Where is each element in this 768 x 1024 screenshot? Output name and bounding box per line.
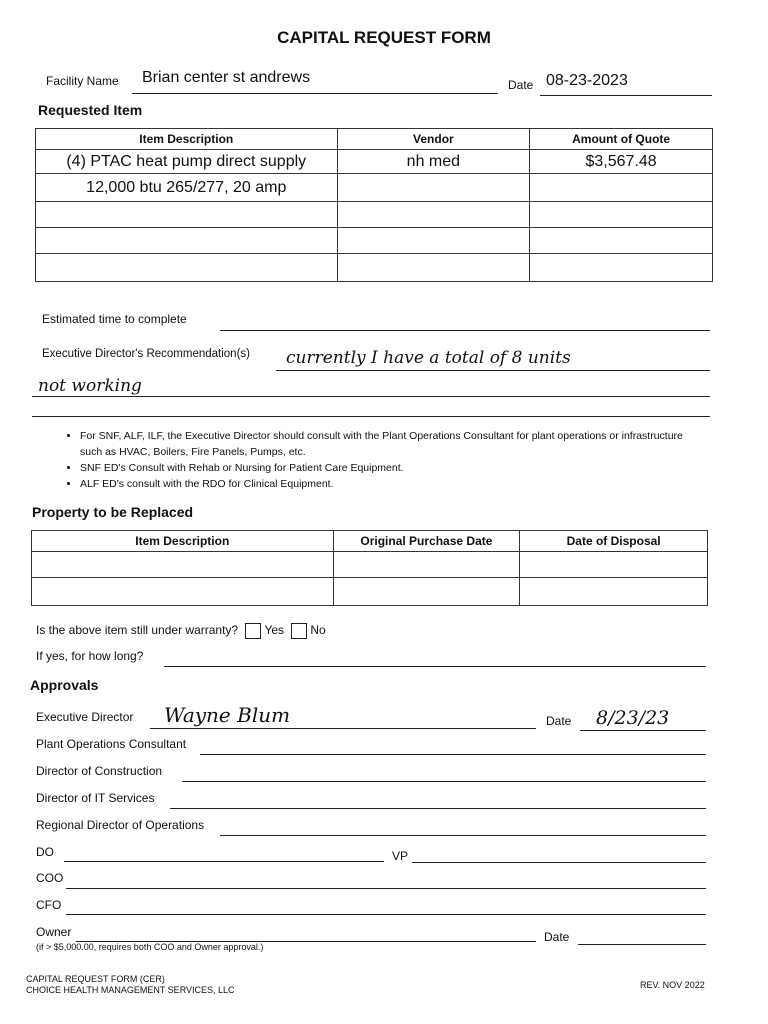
rdo-label: Regional Director of Operations [36, 818, 205, 832]
do-label: DO [36, 845, 54, 859]
cfo-label: CFO [36, 898, 62, 912]
plant-ops-label: Plant Operations Consultant [36, 737, 187, 751]
item-description-cell[interactable] [36, 202, 338, 228]
footer-form-name: CAPITAL REQUEST FORM (CER) [26, 974, 165, 984]
executive-director-label: Executive Director [36, 710, 134, 724]
replaced-description-cell[interactable] [32, 552, 334, 578]
amount-cell[interactable]: $3,567.48 [530, 150, 713, 174]
do-line[interactable] [64, 861, 384, 862]
header-item-description: Item Description [36, 129, 338, 150]
bullet-item: • For SNF, ALF, ILF, the Executive Director should consult with the Plant Operations Consultant for plant operations or infrastructure such as HVAC, Boilers, Fire Panels, Pumps, etc. [80, 428, 700, 460]
table-header-row [36, 129, 713, 150]
table-row [36, 150, 713, 174]
requested-item-heading: Requested Item [38, 102, 143, 118]
property-replaced-heading: Property to be Replaced [32, 504, 194, 520]
date-value[interactable]: 08-23-2023 [546, 72, 628, 89]
header-vendor: Vendor [337, 129, 530, 150]
recommendation-label: Executive Director's Recommendation(s) [42, 348, 250, 360]
purchase-date-cell[interactable] [333, 578, 520, 606]
disposal-date-cell[interactable] [520, 552, 708, 578]
it-services-label: Director of IT Services [36, 791, 155, 805]
recommendation-line2[interactable]: not working [38, 376, 142, 396]
bullet-item: • SNF ED's Consult with Rehab or Nursing for Patient Care Equipment. [80, 460, 700, 476]
amount-cell[interactable] [530, 254, 713, 282]
warranty-how-long-label: If yes, for how long? [36, 649, 144, 663]
owner-line[interactable] [76, 941, 536, 942]
header-date-of-disposal: Date of Disposal [520, 531, 708, 552]
warranty-no-label: No [310, 623, 326, 638]
owner-date-line[interactable] [578, 944, 706, 945]
amount-cell[interactable] [530, 174, 713, 202]
header-item-description: Item Description [32, 531, 334, 552]
facility-name-line [132, 93, 498, 94]
item-description-cell[interactable] [36, 254, 338, 282]
warranty-yes-label: Yes [264, 623, 285, 638]
vendor-cell[interactable] [337, 174, 530, 202]
recommendation-line-2 [32, 396, 710, 397]
warranty-how-long-line[interactable] [164, 666, 706, 667]
executive-director-date-value[interactable]: 8/23/23 [596, 707, 670, 729]
warranty-no-checkbox[interactable] [291, 623, 307, 639]
vendor-cell[interactable]: nh med [337, 150, 530, 174]
construction-label: Director of Construction [36, 764, 163, 778]
bullet-item: • ALF ED's consult with the RDO for Clinical Equipment. [80, 476, 700, 492]
table-row [36, 228, 713, 254]
executive-director-date-line [580, 730, 706, 731]
requested-item-table [35, 128, 713, 282]
date-line [540, 95, 712, 96]
owner-date-label: Date [544, 930, 570, 944]
footer-left [26, 974, 235, 996]
facility-name-value[interactable]: Brian center st andrews [142, 69, 311, 86]
header-original-purchase-date: Original Purchase Date [333, 531, 520, 552]
table-row [36, 174, 713, 202]
executive-director-date-label: Date [546, 714, 572, 728]
warranty-question: Is the above item still under warranty? [36, 623, 239, 638]
table-row [36, 254, 713, 282]
recommendation-line1[interactable]: currently I have a total of 8 units [286, 348, 571, 368]
amount-cell[interactable] [530, 202, 713, 228]
warranty-yes-checkbox[interactable] [245, 623, 261, 639]
executive-director-line [150, 728, 536, 729]
recommendation-line-1 [276, 370, 710, 371]
coo-label: COO [36, 871, 64, 885]
it-services-line[interactable] [170, 808, 706, 809]
disposal-date-cell[interactable] [520, 578, 708, 606]
table-row [32, 578, 708, 606]
table-row [32, 552, 708, 578]
cfo-line[interactable] [66, 914, 706, 915]
property-replaced-table [31, 530, 708, 606]
estimated-time-label: Estimated time to complete [42, 312, 187, 326]
owner-label: Owner [36, 925, 72, 939]
estimated-time-line [220, 330, 710, 331]
recommendation-line-3 [32, 416, 710, 417]
plant-ops-line[interactable] [200, 754, 706, 755]
vendor-cell[interactable] [337, 202, 530, 228]
page-title: CAPITAL REQUEST FORM [277, 28, 491, 47]
replaced-description-cell[interactable] [32, 578, 334, 606]
executive-director-signature[interactable]: Wayne Blum [164, 703, 291, 727]
table-row [36, 202, 713, 228]
purchase-date-cell[interactable] [333, 552, 520, 578]
vp-label: VP [392, 849, 409, 863]
amount-cell[interactable] [530, 228, 713, 254]
item-description-cell[interactable]: 12,000 btu 265/277, 20 amp [36, 174, 338, 202]
guidance-bullets [60, 428, 700, 492]
vp-line[interactable] [412, 862, 706, 863]
approvals-heading: Approvals [30, 677, 99, 693]
footer-revision: REV. NOV 2022 [640, 980, 705, 990]
vendor-cell[interactable] [337, 254, 530, 282]
owner-note: (if > $5,000.00, requires both COO and Owner approval.) [36, 942, 264, 952]
table-header-row [32, 531, 708, 552]
date-label: Date [508, 78, 534, 92]
coo-line[interactable] [66, 888, 706, 889]
item-description-cell[interactable]: (4) PTAC heat pump direct supply [36, 150, 338, 174]
construction-line[interactable] [182, 781, 706, 782]
header-amount-of-quote: Amount of Quote [530, 129, 713, 150]
facility-name-label: Facility Name [46, 74, 119, 88]
warranty-row [36, 623, 326, 639]
rdo-line[interactable] [220, 835, 706, 836]
vendor-cell[interactable] [337, 228, 530, 254]
footer-company-name: CHOICE HEALTH MANAGEMENT SERVICES, LLC [26, 985, 235, 995]
item-description-cell[interactable] [36, 228, 338, 254]
